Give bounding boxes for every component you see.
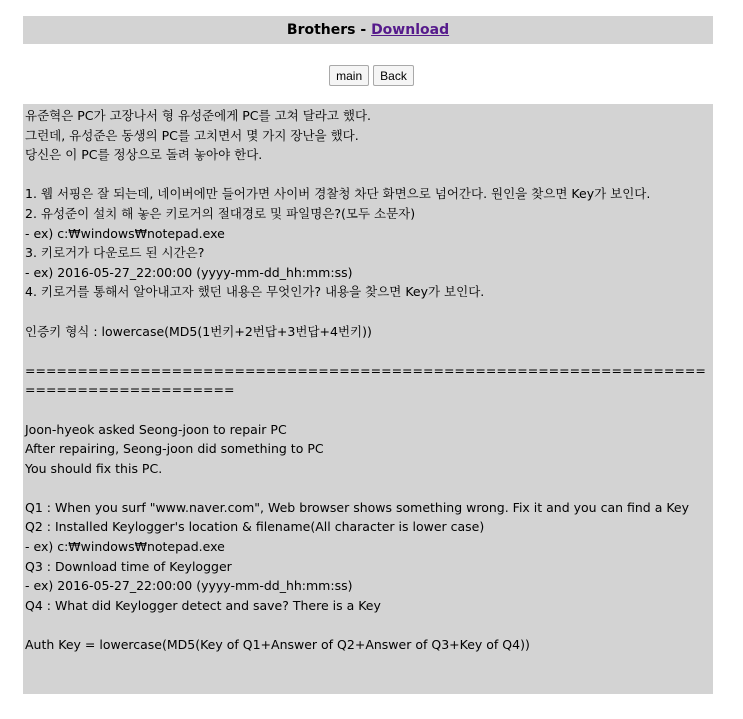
page-title: Brothers	[286, 22, 356, 38]
english-text-line: You should fix this PC.	[25, 460, 163, 476]
english-text-line: - ex) c:₩windows₩notepad.exe	[25, 539, 225, 555]
english-text-line: Joon-hyeok asked Seong-joon to repair PC	[25, 421, 287, 437]
title-bar	[23, 16, 713, 44]
main-button[interactable]: main	[329, 65, 369, 86]
english-text-line: Q2 : Installed Keylogger's location & filename(All character is lower case)	[25, 519, 485, 535]
blank-line	[25, 341, 711, 361]
problem-text	[23, 104, 713, 655]
blank-line	[25, 615, 711, 635]
korean-text-line: 유준혁은 PC가 고장나서 형 유성준에게 PC를 고쳐 달라고 했다.	[25, 108, 372, 123]
korean-text-line: 4. 키로거를 통해서 알아내고자 했던 내용은 무엇인가? 내용을 찾으면 Key가 보인다.	[25, 284, 485, 300]
korean-text-line: 2. 유성준이 설치 해 놓은 키로거의 절대경로 및 파일명은?(모두 소문자)	[25, 205, 416, 221]
korean-text-line: 1. 웹 서핑은 잘 되는데, 네이버에만 들어가면 사이버 경찰청 차단 화면으로 넘어간다. 원인을 찾으면 Key가 보인다.	[25, 186, 651, 202]
korean-text-line: 인증키 형식 : lowercase(MD5(1번키+2번답+3번답+4번키))	[25, 323, 372, 339]
nav-bar	[0, 65, 743, 86]
blank-line	[25, 302, 711, 322]
english-text-line: Q1 : When you surf "www.naver.com", Web browser shows something wrong. Fix it and you can find a Key	[25, 499, 690, 515]
blank-line	[25, 165, 711, 185]
korean-text-line: - ex) 2016-05-27_22:00:00 (yyyy-mm-dd_hh:mm:ss)	[25, 264, 353, 280]
english-text-line: Auth Key = lowercase(MD5(Key of Q1+Answer of Q2+Answer of Q3+Key of Q4))	[25, 637, 530, 653]
blank-line	[25, 400, 711, 420]
english-text-line: - ex) 2016-05-27_22:00:00 (yyyy-mm-dd_hh:mm:ss)	[25, 578, 353, 594]
blank-line	[25, 478, 711, 498]
korean-text-line: 그런데, 유성준은 동생의 PC를 고치면서 몇 가지 장난을 했다.	[25, 127, 359, 143]
title-separator: -	[355, 22, 372, 38]
english-text-line: Q3 : Download time of Keylogger	[25, 558, 232, 574]
download-link[interactable]: Download	[371, 22, 450, 38]
korean-text-line: 3. 키로거가 다운로드 된 시간은?	[25, 245, 205, 261]
divider-line: =====================================================================================	[25, 362, 706, 398]
english-text-line: Q4 : What did Keylogger detect and save? There is a Key	[25, 597, 381, 613]
problem-description	[23, 104, 713, 694]
back-button[interactable]: Back	[373, 65, 414, 86]
korean-text-line: 당신은 이 PC를 정상으로 돌려 놓아야 한다.	[25, 147, 263, 163]
english-text-line: After repairing, Seong-joon did something to PC	[25, 441, 324, 457]
korean-text-line: - ex) c:₩windows₩notepad.exe	[25, 225, 225, 241]
